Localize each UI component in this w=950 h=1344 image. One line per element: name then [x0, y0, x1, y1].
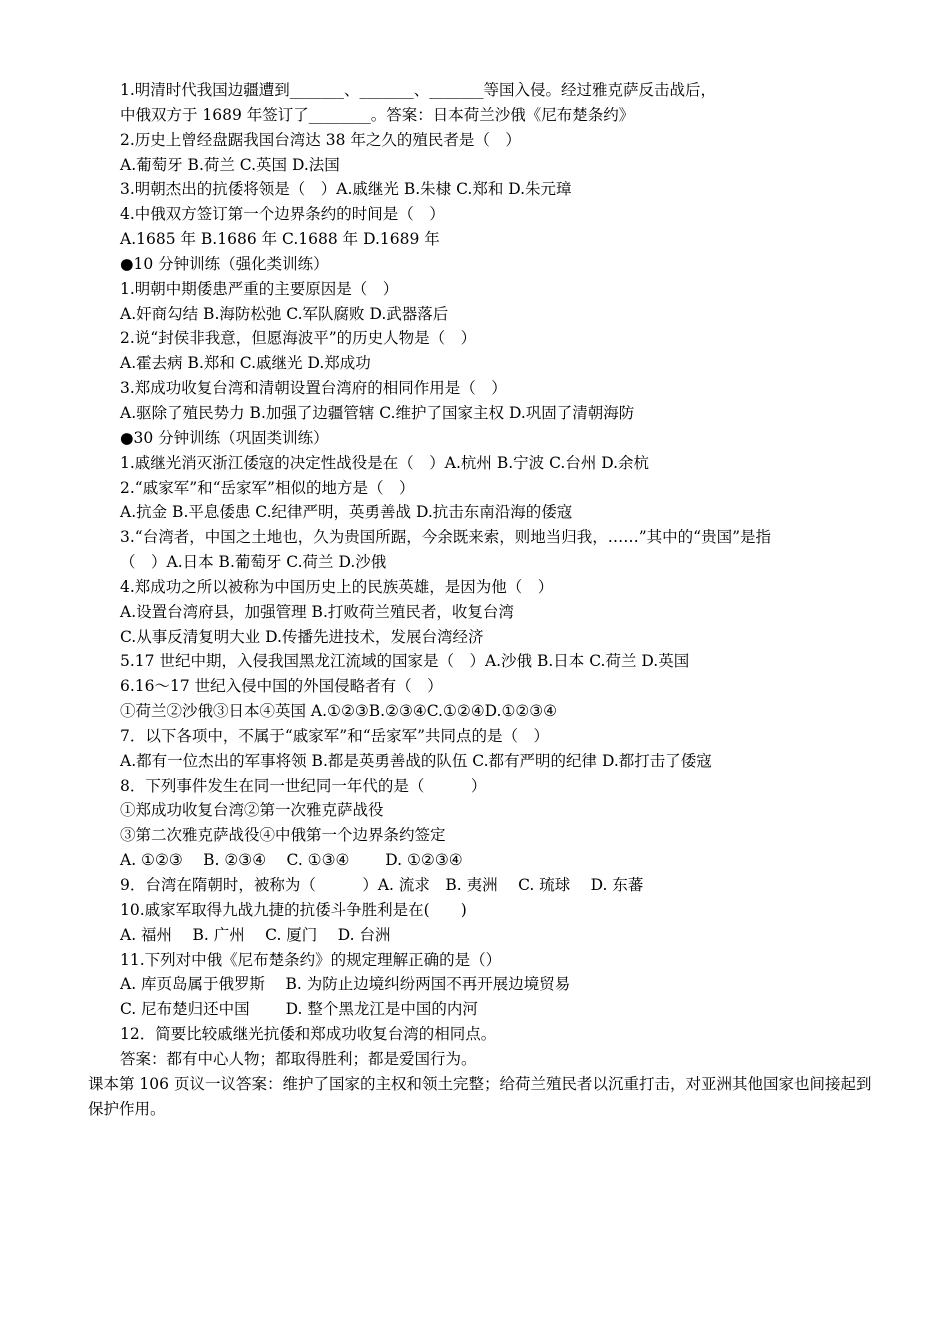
- text-line: 12．简要比较戚继光抗倭和郑成功收复台湾的相同点。: [120, 1025, 497, 1044]
- text-line: 8．下列事件发生在同一世纪同一年代的是（ ）: [120, 776, 487, 795]
- text-line: 3.明朝杰出的抗倭将领是（ ）A.戚继光 B.朱棣 C.郑和 D.朱元璋: [120, 180, 572, 199]
- text-line: A.1685 年 B.1686 年 C.1688 年 D.1689 年: [120, 230, 440, 249]
- text-line: A. ①②③ B. ②③④ C. ①③④ D. ①②③④: [120, 851, 463, 870]
- worksheet-content: [88, 78, 880, 1121]
- text-line: 4.中俄双方签订第一个边界条约的时间是（ ）: [120, 205, 445, 224]
- text-line: 3.“台湾者，中国之土地也，久为贵国所踞，今余既来索，则地当归我，……”其中的“贵国”是指: [120, 528, 771, 547]
- text-line: A.抗金 B.平息倭患 C.纪律严明，英勇善战 D.抗击东南沿海的倭寇: [120, 503, 573, 522]
- text-line: 2.“戚家军”和“岳家军”相似的地方是（ ）: [120, 478, 415, 497]
- final-answer-paragraph: 课本第 106 页议一议答案：维护了国家的主权和领土完整；给荷兰殖民者以沉重打击，对亚洲其他国家也间接起到保护作用。: [88, 1074, 872, 1118]
- text-line: 2.历史上曾经盘踞我国台湾达 38 年之久的殖民者是（ ）: [120, 130, 521, 149]
- text-line: 9．台湾在隋朝时，被称为（ ）A. 流求 B. 夷洲 C. 琉球 D. 东蕃: [120, 876, 644, 894]
- text-line: 1.明朝中期倭患严重的主要原因是（ ）: [120, 279, 399, 298]
- text-line: A.奸商勾结 B.海防松弛 C.军队腐败 D.武器落后: [120, 304, 449, 323]
- text-line: （ ）A.日本 B.葡萄牙 C.荷兰 D.沙俄: [120, 553, 387, 572]
- section-heading: ●30 分钟训练（巩固类训练）: [120, 428, 329, 447]
- text-line: ③第二次雅克萨战役④中俄第一个边界条约签定: [120, 826, 446, 845]
- section-heading: ●10 分钟训练（强化类训练）: [120, 254, 329, 273]
- text-line: 2.说“封侯非我意，但愿海波平”的历史人物是（ ）: [120, 329, 477, 348]
- text-line: A.驱除了殖民势力 B.加强了边疆管辖 C.维护了国家主权 D.巩固了清朝海防: [120, 403, 635, 422]
- text-line: 6.16～17 世纪入侵中国的外国侵略者有（ ）: [120, 677, 443, 696]
- text-line: 11.下列对中俄《尼布楚条约》的规定理解正确的是（）: [120, 950, 502, 969]
- text-line: 10.戚家军取得九战九捷的抗倭斗争胜利是在( ): [120, 900, 467, 919]
- text-line: C.从事反清复明大业 D.传播先进技术，发展台湾经济: [120, 627, 484, 646]
- text-line: 3.郑成功收复台湾和清朝设置台湾府的相同作用是（ ）: [120, 379, 507, 398]
- text-line: ①郑成功收复台湾②第一次雅克萨战役: [120, 801, 384, 820]
- text-line: A.霍去病 B.郑和 C.戚继光 D.郑成功: [120, 354, 371, 373]
- answer-line: 答案：都有中心人物；都取得胜利；都是爱国行为。: [120, 1049, 477, 1068]
- text-line: A. 库页岛属于俄罗斯 B. 为防止边境纠纷两国不再开展边境贸易: [120, 975, 571, 994]
- text-line: 1.戚继光消灭浙江倭寇的决定性战役是在（ ）A.杭州 B.宁波 C.台州 D.余杭: [120, 453, 650, 472]
- text-line: 1.明清时代我国边疆遭到_______、_______、_______等国入侵。经过雅克萨反击战后，: [120, 81, 717, 99]
- text-line: A. 福州 B. 广州 C. 厦门 D. 台洲: [120, 925, 391, 944]
- text-line: A.都有一位杰出的军事将领 B.都是英勇善战的队伍 C.都有严明的纪律 D.都打击了倭寇: [120, 751, 712, 770]
- text-line: ①荷兰②沙俄③日本④英国 A.①②③B.②③④C.①②④D.①②③④: [120, 702, 558, 721]
- text-line: 中俄双方于 1689 年签订了________。答案：日本荷兰沙俄《尼布楚条约》: [120, 105, 635, 124]
- text-line: 5.17 世纪中期，入侵我国黑龙江流域的国家是（ ）A.沙俄 B.日本 C.荷兰 D.英国: [120, 652, 690, 671]
- text-line: 4.郑成功之所以被称为中国历史上的民族英雄，是因为他（ ）: [120, 577, 554, 596]
- text-line: C. 尼布楚归还中国 D. 整个黑龙江是中国的内河: [120, 1000, 478, 1019]
- text-line: A.设置台湾府县，加强管理 B.打败荷兰殖民者，收复台湾: [120, 602, 514, 621]
- text-line: A.葡萄牙 B.荷兰 C.英国 D.法国: [120, 155, 340, 174]
- text-line: 7．以下各项中，不属于“戚家军”和“岳家军”共同点的是（ ）: [120, 726, 550, 745]
